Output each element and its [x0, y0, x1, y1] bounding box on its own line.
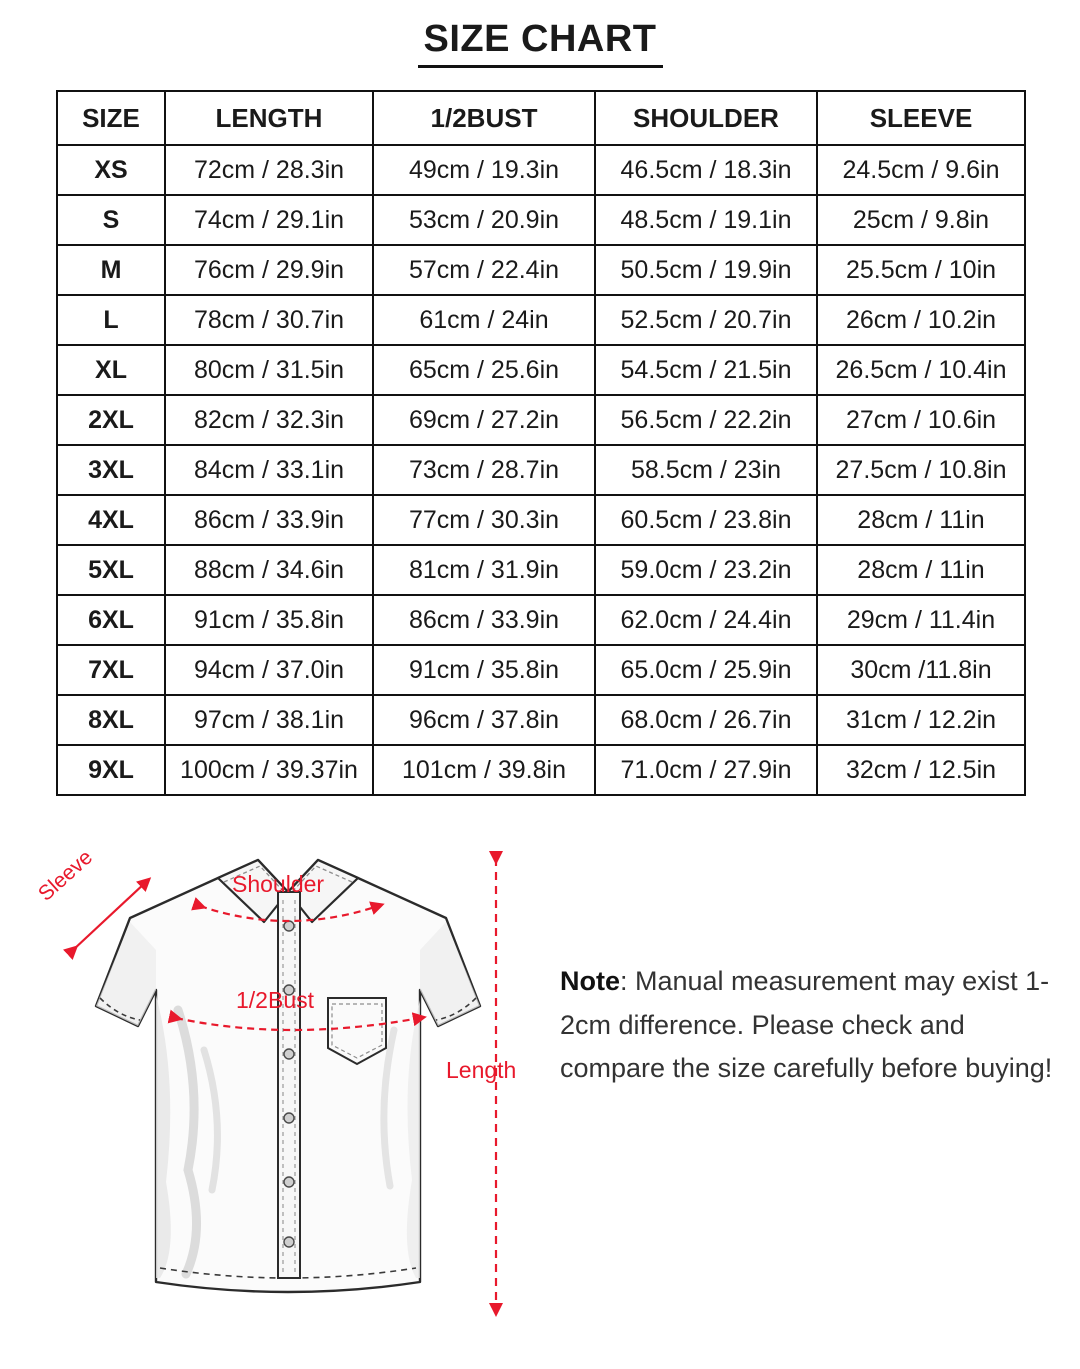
table-row [57, 445, 1025, 495]
shoulder-label: Shoulder [232, 871, 325, 897]
cell-half-bust: 81cm / 31.9in [373, 545, 595, 595]
cell-length: 88cm / 34.6in [165, 545, 373, 595]
note-text: : Manual measurement may exist 1-2cm difference. Please check and compare the size carefully before buying! [560, 966, 1053, 1084]
table-header-row [57, 91, 1025, 145]
cell-sleeve: 27cm / 10.6in [817, 395, 1025, 445]
shirt-illustration [96, 860, 480, 1292]
cell-length: 72cm / 28.3in [165, 145, 373, 195]
cell-shoulder: 52.5cm / 20.7in [595, 295, 817, 345]
cell-sleeve: 28cm / 11in [817, 495, 1025, 545]
measurement-diagram-section [0, 830, 1080, 1350]
cell-size: S [57, 195, 165, 245]
shirt-measurement-diagram [28, 830, 548, 1340]
column-header-half-bust: 1/2BUST [373, 91, 595, 145]
page-title: SIZE CHART [418, 18, 663, 68]
table-row [57, 245, 1025, 295]
cell-sleeve: 25cm / 9.8in [817, 195, 1025, 245]
table-row [57, 745, 1025, 795]
cell-size: XS [57, 145, 165, 195]
cell-sleeve: 32cm / 12.5in [817, 745, 1025, 795]
cell-half-bust: 96cm / 37.8in [373, 695, 595, 745]
cell-sleeve: 25.5cm / 10in [817, 245, 1025, 295]
half-bust-label: 1/2Bust [236, 987, 314, 1013]
cell-half-bust: 65cm / 25.6in [373, 345, 595, 395]
cell-sleeve: 28cm / 11in [817, 545, 1025, 595]
cell-length: 97cm / 38.1in [165, 695, 373, 745]
cell-half-bust: 57cm / 22.4in [373, 245, 595, 295]
cell-shoulder: 50.5cm / 19.9in [595, 245, 817, 295]
cell-shoulder: 62.0cm / 24.4in [595, 595, 817, 645]
column-header-shoulder: SHOULDER [595, 91, 817, 145]
size-chart-table-wrapper [56, 90, 1024, 796]
cell-length: 82cm / 32.3in [165, 395, 373, 445]
table-row [57, 495, 1025, 545]
table-row [57, 345, 1025, 395]
cell-size: 5XL [57, 545, 165, 595]
cell-length: 91cm / 35.8in [165, 595, 373, 645]
cell-half-bust: 61cm / 24in [373, 295, 595, 345]
cell-length: 80cm / 31.5in [165, 345, 373, 395]
table-row [57, 145, 1025, 195]
cell-shoulder: 54.5cm / 21.5in [595, 345, 817, 395]
cell-sleeve: 30cm /11.8in [817, 645, 1025, 695]
table-row [57, 545, 1025, 595]
cell-sleeve: 26.5cm / 10.4in [817, 345, 1025, 395]
measurement-note [560, 960, 1060, 1091]
table-row [57, 645, 1025, 695]
cell-shoulder: 60.5cm / 23.8in [595, 495, 817, 545]
cell-shoulder: 68.0cm / 26.7in [595, 695, 817, 745]
cell-size: 7XL [57, 645, 165, 695]
cell-half-bust: 73cm / 28.7in [373, 445, 595, 495]
cell-shoulder: 56.5cm / 22.2in [595, 395, 817, 445]
cell-length: 86cm / 33.9in [165, 495, 373, 545]
length-label: Length [446, 1057, 517, 1083]
cell-shoulder: 58.5cm / 23in [595, 445, 817, 495]
page-title-wrapper [0, 0, 1080, 68]
column-header-size: SIZE [57, 91, 165, 145]
cell-shoulder: 46.5cm / 18.3in [595, 145, 817, 195]
cell-half-bust: 77cm / 30.3in [373, 495, 595, 545]
cell-length: 84cm / 33.1in [165, 445, 373, 495]
sleeve-label: Sleeve [33, 845, 98, 906]
cell-shoulder: 65.0cm / 25.9in [595, 645, 817, 695]
table-row [57, 395, 1025, 445]
cell-shoulder: 59.0cm / 23.2in [595, 545, 817, 595]
cell-half-bust: 53cm / 20.9in [373, 195, 595, 245]
cell-size: 3XL [57, 445, 165, 495]
cell-half-bust: 69cm / 27.2in [373, 395, 595, 445]
cell-sleeve: 27.5cm / 10.8in [817, 445, 1025, 495]
cell-half-bust: 86cm / 33.9in [373, 595, 595, 645]
cell-half-bust: 91cm / 35.8in [373, 645, 595, 695]
cell-size: XL [57, 345, 165, 395]
table-row [57, 695, 1025, 745]
size-chart-table [56, 90, 1026, 796]
cell-length: 78cm / 30.7in [165, 295, 373, 345]
cell-length: 94cm / 37.0in [165, 645, 373, 695]
cell-sleeve: 29cm / 11.4in [817, 595, 1025, 645]
table-row [57, 295, 1025, 345]
table-header [57, 91, 1025, 145]
cell-sleeve: 31cm / 12.2in [817, 695, 1025, 745]
cell-size: 4XL [57, 495, 165, 545]
cell-half-bust: 49cm / 19.3in [373, 145, 595, 195]
cell-length: 76cm / 29.9in [165, 245, 373, 295]
cell-length: 100cm / 39.37in [165, 745, 373, 795]
cell-half-bust: 101cm / 39.8in [373, 745, 595, 795]
column-header-length: LENGTH [165, 91, 373, 145]
cell-size: 9XL [57, 745, 165, 795]
cell-sleeve: 24.5cm / 9.6in [817, 145, 1025, 195]
cell-size: 8XL [57, 695, 165, 745]
column-header-sleeve: SLEEVE [817, 91, 1025, 145]
cell-shoulder: 71.0cm / 27.9in [595, 745, 817, 795]
cell-length: 74cm / 29.1in [165, 195, 373, 245]
cell-size: L [57, 295, 165, 345]
cell-size: M [57, 245, 165, 295]
note-label: Note [560, 966, 620, 996]
cell-size: 6XL [57, 595, 165, 645]
cell-shoulder: 48.5cm / 19.1in [595, 195, 817, 245]
table-body [57, 145, 1025, 795]
cell-sleeve: 26cm / 10.2in [817, 295, 1025, 345]
table-row [57, 595, 1025, 645]
cell-size: 2XL [57, 395, 165, 445]
table-row [57, 195, 1025, 245]
